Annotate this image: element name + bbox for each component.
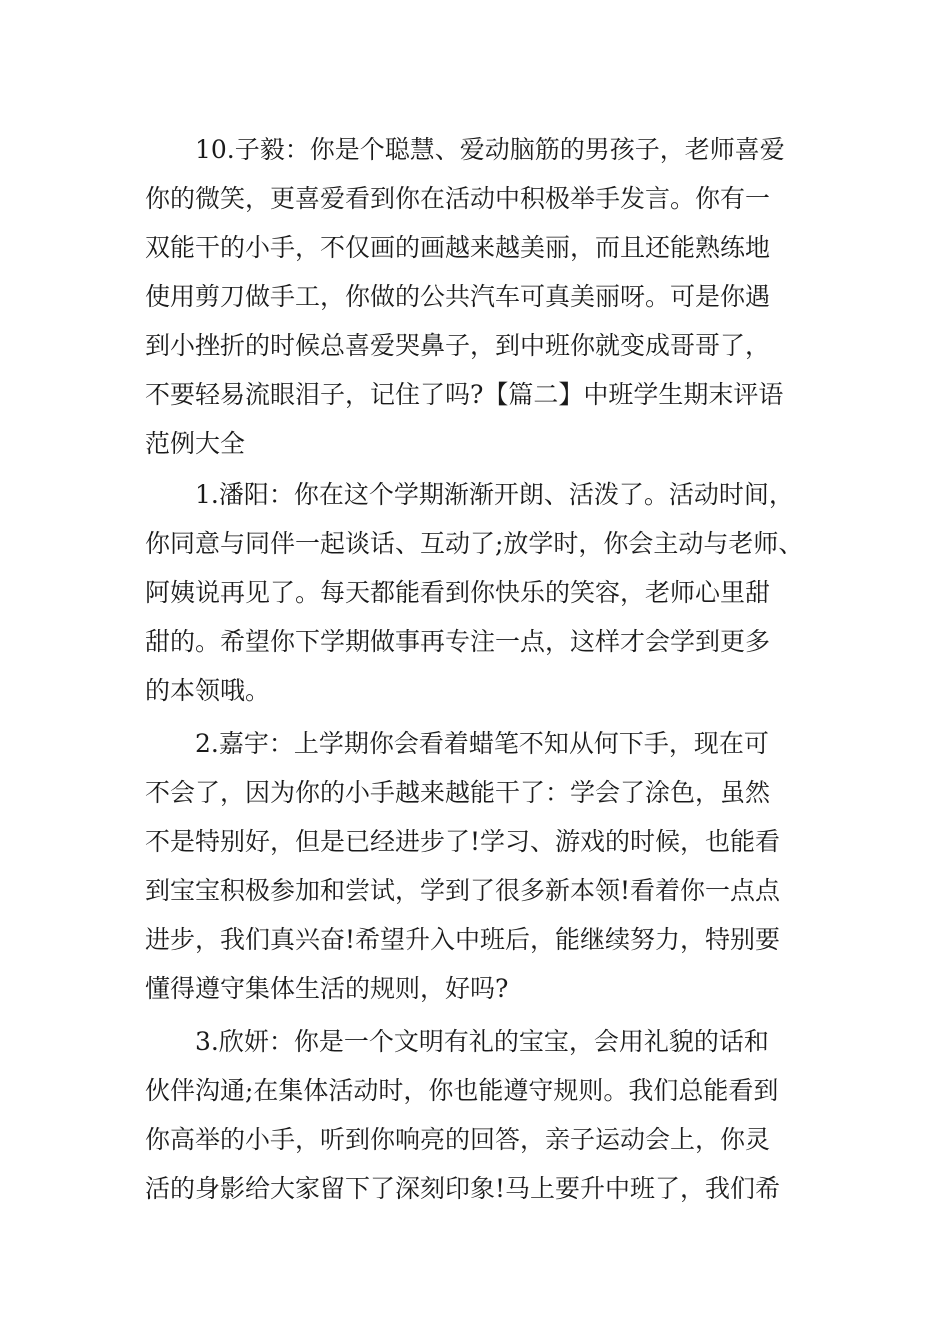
- text-line: 你的微笑，更喜爱看到你在活动中积极举手发言。你有一: [145, 184, 771, 213]
- text-line: 活的身影给大家留下了深刻印象!马上要升中班了，我们希: [145, 1174, 781, 1203]
- text-line: 你同意与同伴一起谈话、互动了;放学时，你会主动与老师、: [145, 529, 804, 558]
- text-line: 你高举的小手，听到你响亮的回答，亲子运动会上，你灵: [145, 1125, 771, 1154]
- text-line: 3.欣妍：你是一个文明有礼的宝宝，会用礼貌的话和: [195, 1027, 769, 1056]
- text-line: 甜的。希望你下学期做事再专注一点，这样才会学到更多: [145, 627, 771, 656]
- text-line: 不是特别好，但是已经进步了!学习、游戏的时候，也能看: [145, 827, 781, 856]
- text-line: 不要轻易流眼泪子，记住了吗?【篇二】中班学生期末评语: [145, 380, 784, 409]
- text-line: 进步，我们真兴奋!希望升入中班后，能继续努力，特别要: [145, 925, 781, 954]
- text-line: 不会了，因为你的小手越来越能干了：学会了涂色，虽然: [145, 778, 771, 807]
- text-line: 到小挫折的时候总喜爱哭鼻子，到中班你就变成哥哥了，: [145, 331, 771, 360]
- text-line: 2.嘉宇：上学期你会看着蜡笔不知从何下手，现在可: [195, 729, 769, 758]
- text-line: 阿姨说再见了。每天都能看到你快乐的笑容，老师心里甜: [145, 578, 771, 607]
- text-line: 1.潘阳：你在这个学期渐渐开朗、活泼了。活动时间，: [195, 480, 794, 509]
- text-line: 伙伴沟通;在集体活动时，你也能遵守规则。我们总能看到: [145, 1076, 779, 1105]
- text-line: 10.子毅：你是个聪慧、爱动脑筋的男孩子，老师喜爱: [195, 135, 785, 164]
- text-line: 到宝宝积极参加和尝试，学到了很多新本领!看着你一点点: [145, 876, 781, 905]
- text-line: 懂得遵守集体生活的规则，好吗?: [145, 974, 509, 1003]
- text-line: 范例大全: [145, 429, 246, 458]
- text-line: 使用剪刀做手工，你做的公共汽车可真美丽呀。可是你遇: [145, 282, 771, 311]
- text-line: 双能干的小手，不仅画的画越来越美丽，而且还能熟练地: [145, 233, 771, 262]
- text-line: 的本领哦。: [145, 676, 271, 705]
